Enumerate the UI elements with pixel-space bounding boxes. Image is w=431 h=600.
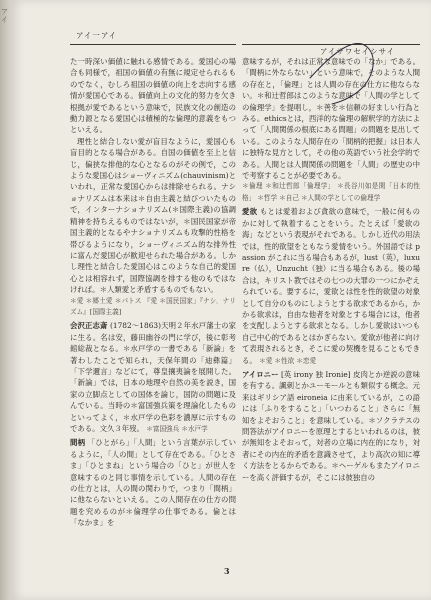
entry-body: 「ひとがら」「人間」という言葉が示しているように，「人の間」として存在である。「ひとさま」「ひとまね」という場合の「ひと」が世人を意味するのと同じ事情を示している。人間の存在の仕方とは，人の間の関わりで，つまり「間柄」に他ならないといえる。この人間存在の仕方の問題を究めるのが＊倫理学の仕事である。倫とは「なかま」を [70, 438, 236, 528]
entry-paragraph: た一時深い価値に触れる感情である。愛国心の場合も同様で，祖国の価値の有無に規定せられるものでなく，むしろ祖国の価値の向上を志向する感情が愛国心である。価値向上の文化的努力を欠き根拠が愛であるという意味で，民族文化の創造の動力源となる愛国心は積極的な倫理的意義をもつといえる。 [70, 57, 236, 135]
cross-reference: ＊富国強兵 ＊水戸学 [146, 425, 208, 433]
headword: 間柄 [70, 438, 86, 448]
cross-reference: ＊愛 ＊郷土愛 ＊パトス 『愛 ＊国民国家」『ナシ．ナリズム』[国際主義] [70, 296, 236, 316]
running-header-right: アイザワセイシサイ [320, 47, 396, 56]
headword: 愛欲 [242, 207, 258, 217]
headword: 会沢正志斎 [70, 321, 108, 331]
page-gutter [0, 0, 10, 600]
entry-body: もとは愛着および貪欲の意味で，一般に何ものかに対して執着することをいう。たとえば「愛欲の海」などという表現がそれである。しかし近代の用法では，性的欲望をともなう愛情をいう。外国語では passion がこれに当る場合もあるが，lust（英），luxure（仏），Unzucht（独）に当る場合もある。後の場合は，キリスト教ではその七つの大罪の一つにかぞえられている。要するに，愛欲とは性を性的欲望の対象として自分のものにしようとする欲求であるから，かかる欲求は，自由な他者を対象とする場合には，他者を支配しようとする欲求となる。しかし愛欲はいつも自己中心的であるとはかぎらない。愛欲が他者に向けて表現されるとき，そこに愛の契機を見ることもできる。 [242, 207, 420, 365]
header-rule-left [70, 44, 236, 45]
entry-body: [英 irony 独 Ironie] 皮肉とか逆説の意味を有する。諷刺とかユーモールとも類似する概念。元来はギリシア語 eironeia に由来しているが，この語には「ふりをすること」「いつわること」さらに「無知をよそおうこと」を意味している。＊ソクラテスの問答法がアイロニーを原理とするといわれるのは，彼が無知をよそおって，対者の立場に内在的になり，対者にその内在的矛盾を意識させて，より高次の知に導く方法をとるからである。＊ヘーゲルもまたアイロニーを高く評価するが，そこには彼独自の [242, 369, 420, 482]
running-header-left: アイ一アイ [76, 31, 118, 40]
entry-body: (1782～1863)天明２年水戸藩士の家に生る。名は安，藤田幽谷の門に学び，後に彰考館総裁となる。＊水戸学の一書である「新論」を著わしたことで知られ，天保年間の「迪彝篇」「下学邇言」などにて，尊皇攘夷論を展開した。「新論」では，日本の地理や自然の美を説き，国家の立脚点としての国体を論じ，国防の問題に及んでいる。当時の＊富国強兵策を理論化したものといってよく，＊水戸学の色彩を濃厚に示すものである。文久３年歿。 [70, 321, 236, 433]
gutter-text: アイ [1, 8, 8, 24]
headword: アイロニー [242, 369, 279, 379]
left-column [70, 56, 236, 529]
dictionary-page [10, 0, 431, 600]
entry-paragraph: 意味するが，それは正常な意味での「なか」である。「間柄に外ならない」という意味で，そのような人間の存在と，「倫理」とは人間の存在の仕方に他ならない。＊和辻哲郎はこのような意味で「人間の学としての倫理学」を提唱し，＊善を＊信頼の好ましい行為とみる。ethicsとは，西洋的な倫理の解釈学的方法によって「人間関係の根底にある問題」の問題を見出している。このような人間存在の「間柄的把握」は日本人に独特な見方として，その他の英語でいう社会学的である。人間とは人間関係の問題を「人間」の歴史の中で考察することが必要である。 [242, 57, 420, 181]
entry-paragraph: 理性と結合しない愛が盲目なように，愛国心も盲目的となる場合がある。自国の価値を至上と信じ，偏狭な排他的な心となるのがその例で，このような愛国心はショーヴィニズム(chauvinism)といわれ，正常な愛国心からは排除せられる。ナショナリズムは本来は＊自由主義と結びついたもので，インターナショナリズム(＊国際主義)の協調精神を持ちえるものではないが，＊国民国家が帝国主義的となるやナショナリズムも攻撃的性格を帯びるようになり，ショーヴィニズム的な排外性に富んだ愛国心が歓迎せられた場合がある。しかし理性と結合した愛国心はこのような自己的愛国心とは相容れず，国際協調を排する他のもではなけれぱ。＊人類愛と矛盾するものでもない。 [70, 136, 236, 295]
page-number: 3 [224, 566, 230, 576]
right-column [242, 56, 420, 483]
header-rule-right [242, 44, 420, 45]
cross-reference: ＊倫理 ＊和辻哲郎「倫理学」 ＊長谷川如是閑「日本的性格」 ＊哲学 ＊自己 ＊人間の学としての倫理学 [242, 182, 420, 202]
cross-reference: ＊愛 ＊性欲 ＊恋愛 [259, 356, 317, 365]
